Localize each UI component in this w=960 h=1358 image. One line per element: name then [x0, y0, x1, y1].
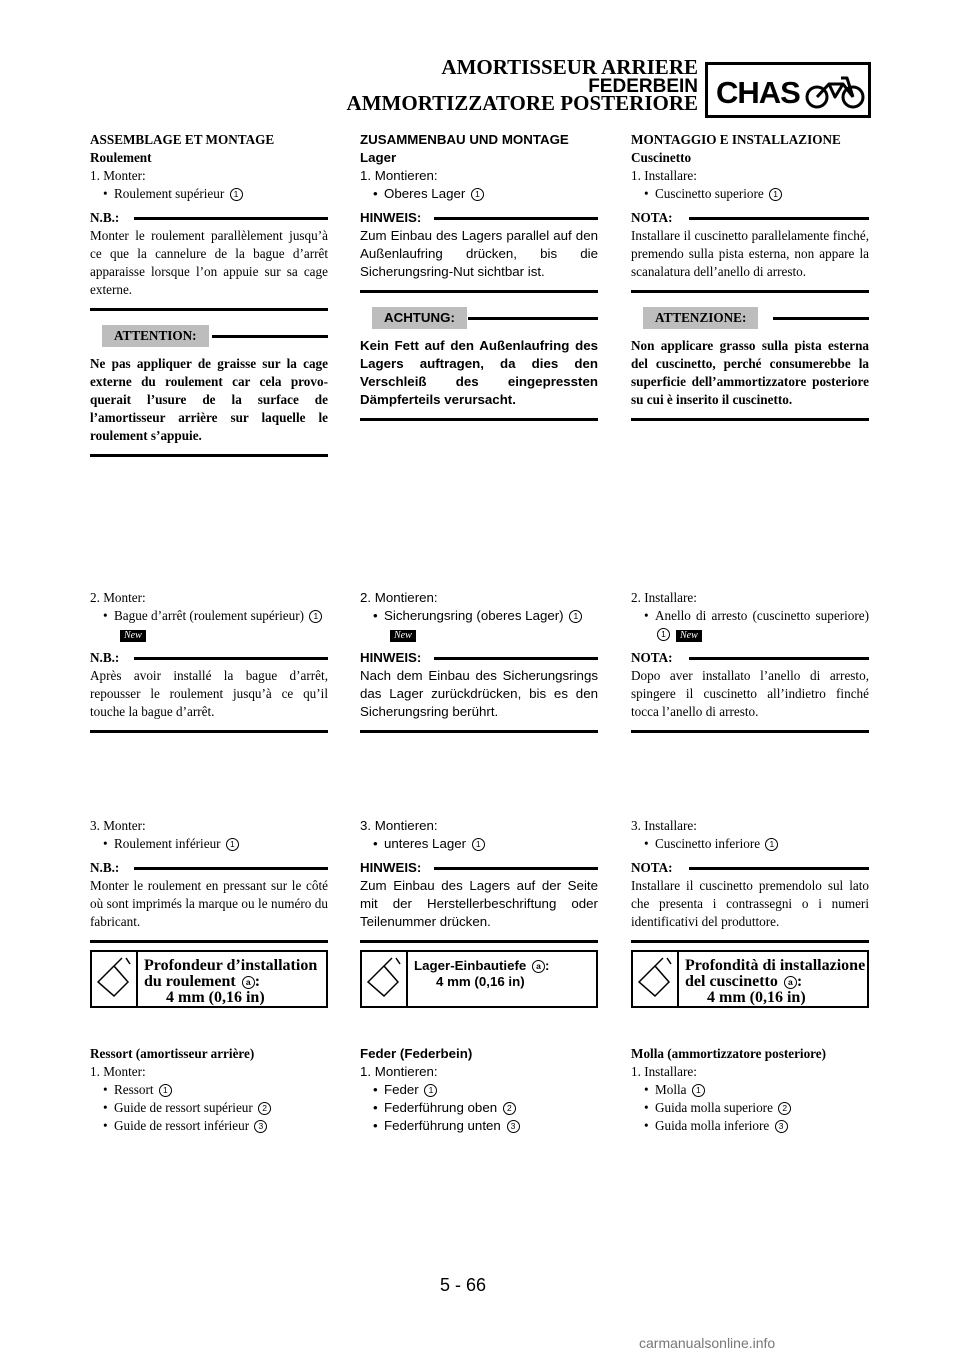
- divider: [360, 940, 598, 943]
- column-de-step2: [360, 589, 598, 733]
- step: 3. Montieren:: [360, 818, 438, 833]
- note-header: N.B.:: [90, 859, 328, 877]
- note-text: Zum Einbau des Lagers auf der Seite mit der Herstellerbeschriftung oder Teilenummer drücken.: [360, 878, 598, 929]
- list-item: • Feder 1: [360, 1081, 598, 1099]
- note-header: NOTA:: [631, 209, 869, 227]
- section-badge: [705, 62, 871, 118]
- caution-text: Non applicare grasso sulla pista esterna del cuscinetto, perché consumerebbe la superficie dell’ammortizzatore posteriore su cui è inserito il cuscinetto.: [631, 338, 869, 407]
- list-item: • Sicherungsring (oberes Lager) 1New: [360, 607, 598, 643]
- list-item: • Molla 1: [631, 1081, 869, 1099]
- note-text: Monter le roulement en pressant sur le côté où sont imprimés la marque ou le numéro du fabricant.: [90, 878, 328, 929]
- callout-number: 1: [472, 838, 485, 851]
- list-item: • Guida molla superiore 2: [631, 1099, 869, 1117]
- subheading: Lager: [360, 150, 397, 165]
- step: 1. Montieren:: [360, 168, 438, 183]
- column-de-step3: [360, 817, 598, 943]
- step: 3. Installare:: [631, 818, 697, 833]
- divider: [631, 418, 869, 421]
- caution-header: ATTENZIONE:: [631, 307, 869, 329]
- step: 1. Installare:: [631, 168, 697, 183]
- header-title-de: FEDERBEIN: [588, 76, 698, 97]
- column-it-step2: [631, 589, 869, 733]
- note-header: N.B.:: [90, 209, 328, 227]
- note-text: Nach dem Einbau des Sicherungsrings das Lager zurückdrücken, bis es den Sicherungsring berührt.: [360, 668, 598, 719]
- subheading: Feder (Federbein): [360, 1046, 473, 1061]
- caution-header: ACHTUNG:: [360, 307, 598, 329]
- spec-box-de: [360, 950, 598, 1008]
- motorcycle-icon: [803, 70, 867, 112]
- section-heading: ZUSAMMENBAU UND MONTAGE: [360, 132, 569, 147]
- divider: [631, 290, 869, 293]
- caution-text: Kein Fett auf den Außenlaufring des Lagers auftragen, da dies den Verschleiß des eingepressten Dämpferteils verursacht.: [360, 338, 598, 407]
- list-item: • Roulement inférieur 1: [90, 835, 328, 853]
- divider: [631, 940, 869, 943]
- subheading: Cuscinetto: [631, 150, 692, 165]
- divider: [90, 730, 328, 733]
- page-number: 5 - 66: [440, 1275, 487, 1295]
- list-item: • Ressort 1: [90, 1081, 328, 1099]
- caution-text: Ne pas appliquer de graisse sur la cage externe du roulement car cela provoquerait l’usure de la surface de l’amortisseur arrière sur laquelle le roulement s’appuie.: [90, 356, 328, 443]
- new-part-badge: New: [120, 630, 146, 642]
- callout-number: 1: [769, 188, 782, 201]
- callout-number: 1: [309, 610, 322, 623]
- column-it: [631, 131, 869, 421]
- spec-text: Lager-Einbautiefe a : 4 mm (0,16 in): [414, 958, 550, 989]
- note-header: N.B.:: [90, 649, 328, 667]
- note-header: HINWEIS:: [360, 209, 598, 227]
- divider: [360, 290, 598, 293]
- list-item: • Guida molla inferiore 3: [631, 1117, 869, 1135]
- note-text: Installare il cuscinetto parallelamente finché, premendo sulla pista esterna, non appare la scanalatura dell’anello di arresto.: [631, 228, 869, 279]
- note-text: Installare il cuscinetto premendolo sul lato che presenta i contrassegni o i numeri identificativi del produttore.: [631, 878, 869, 929]
- note-text: Dopo aver installato l’anello di arresto, spingere il cuscinetto all’indietro finché tocca l’anello di arresto.: [631, 668, 869, 719]
- watermark: carmanualsonline.info: [639, 1335, 776, 1351]
- step: 2. Installare:: [631, 590, 697, 605]
- column-de-spring: [360, 1045, 598, 1135]
- divider: [360, 730, 598, 733]
- callout-number: 1: [230, 188, 243, 201]
- wrench-spec-icon: [362, 952, 408, 1006]
- note-text: Monter le roulement parallèlement jusqu’à ce que la cannelure de la bague d’arrêt apparaisse lorsque l’on appuie sur sa cage externe.: [90, 228, 328, 297]
- subheading: Ressort (amortisseur arrière): [90, 1046, 255, 1061]
- step: 2. Montieren:: [360, 590, 438, 605]
- column-fr-step2: [90, 589, 328, 733]
- step: 2. Monter:: [90, 590, 146, 605]
- list-item: • Federführung unten 3: [360, 1117, 598, 1135]
- callout-number: 1: [569, 610, 582, 623]
- callout-number: 1: [765, 838, 778, 851]
- callout-number: 1: [657, 628, 670, 641]
- divider: [631, 730, 869, 733]
- list-item: • Cuscinetto inferiore 1: [631, 835, 869, 853]
- header-title-it: AMMORTIZZATORE POSTERIORE: [346, 91, 698, 115]
- step: 1. Monter:: [90, 168, 146, 183]
- new-part-badge: New: [676, 630, 702, 642]
- list-item: • Bague d’arrêt (roulement supérieur) 1New: [90, 607, 328, 643]
- subheading: Roulement: [90, 150, 152, 165]
- divider: [90, 454, 328, 457]
- column-it-step3: [631, 817, 869, 943]
- section-code: CHAS: [716, 75, 800, 110]
- list-item: • Guide de ressort inférieur 3: [90, 1117, 328, 1135]
- list-item: • unteres Lager 1: [360, 835, 598, 853]
- column-fr-spring: [90, 1045, 328, 1135]
- note-header: HINWEIS:: [360, 649, 598, 667]
- step: 1. Monter:: [90, 1064, 146, 1079]
- header-title-fr: AMORTISSEUR ARRIERE: [441, 55, 698, 79]
- subheading: Molla (ammortizzatore posteriore): [631, 1046, 827, 1061]
- caution-header: ATTENTION:: [90, 325, 328, 347]
- callout-number: 1: [226, 838, 239, 851]
- divider: [360, 418, 598, 421]
- wrench-spec-icon: [92, 952, 138, 1006]
- spec-text: Profondità di installazione del cuscinetto a : 4 mm (0,16 in): [685, 957, 866, 1006]
- divider: [90, 940, 328, 943]
- column-fr-step3: [90, 817, 328, 943]
- note-header: NOTA:: [631, 859, 869, 877]
- list-item: • Roulement supérieur 1: [90, 185, 328, 203]
- new-part-badge: New: [390, 630, 416, 642]
- column-it-spring: [631, 1045, 869, 1135]
- list-item: • Cuscinetto superiore 1: [631, 185, 869, 203]
- note-header: NOTA:: [631, 649, 869, 667]
- spec-text: Profondeur d’installation du roulement a : 4 mm (0,16 in): [144, 957, 318, 1006]
- note-text: Zum Einbau des Lagers parallel auf den Außenlaufring drücken, bis die Sicherungsring-Nut sichtbar ist.: [360, 228, 598, 279]
- list-item: • Federführung oben 2: [360, 1099, 598, 1117]
- wrench-spec-icon: [633, 952, 679, 1006]
- column-de: [360, 131, 598, 421]
- section-heading: ASSEMBLAGE ET MONTAGE: [90, 132, 275, 147]
- list-item: • Guide de ressort supérieur 2: [90, 1099, 328, 1117]
- list-item: • Anello di arresto (cuscinetto superiore) 1 New: [631, 607, 869, 643]
- note-header: HINWEIS:: [360, 859, 598, 877]
- list-item: • Oberes Lager 1: [360, 185, 598, 203]
- divider: [90, 308, 328, 311]
- note-text: Après avoir installé la bague d’arrêt, repousser le roulement jusqu’à ce qu’il touche la bague d’arrêt.: [90, 668, 328, 719]
- callout-number: 1: [471, 188, 484, 201]
- column-fr: [90, 131, 328, 457]
- step: 3. Monter:: [90, 818, 146, 833]
- step: 1. Installare:: [631, 1064, 697, 1079]
- spec-box-it: [631, 950, 869, 1008]
- step: 1. Montieren:: [360, 1064, 438, 1079]
- spec-box-fr: [90, 950, 328, 1008]
- section-heading: MONTAGGIO E INSTALLAZIONE: [631, 132, 841, 147]
